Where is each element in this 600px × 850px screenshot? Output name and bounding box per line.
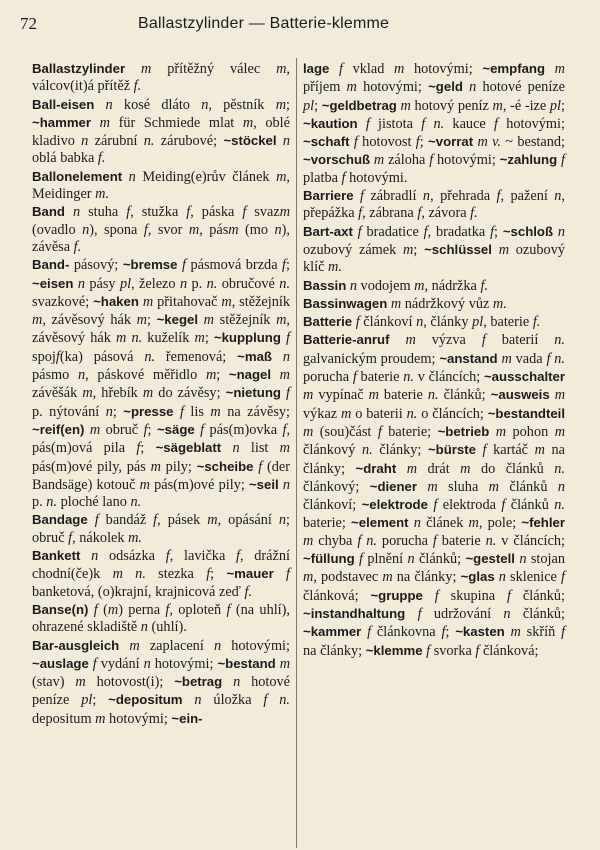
page-header (20, 14, 572, 40)
dictionary-entry: Bar-ausgleich m zaplacení n hotovými; ~auslage f vydání n hotovými; ~bestand m (stav) m hotovost(i); ~betrag n hotové peníze pl; ~depositum n úložka f n. depositum m hotovými; ~ein- (32, 637, 291, 727)
dictionary-entry: Ball-eisen n kosé dláto n, pěstník m; ~hammer m für Schmiede mlat m, oblé kladivo n zárubní n. zárubové; ~stöckel n oblá babka f. (32, 96, 291, 167)
dictionary-entry: Bankett n odsázka f, lavička f, drážní chodní(če)k m n. stezka f; ~mauer f banketová, (o)krajní, krajnicová zeď f. (32, 548, 290, 600)
dictionary-entry: Ballonelement n Meiding(e)rův článek m, Meidinger m. (32, 168, 290, 203)
dictionary-entry: Band- pásový; ~bremse f pásmová brzda f; ~eisen n pásy pl, železo n p. n. obručové n. svazkové; ~haken m přitahovač m, stěžejník m, závěsový hák m; ~kegel m stěžejník m, závěsový hák m n. kuželík m; ~kupplung f spojf(ka) pásová n. řemenová; ~maß n pásmo n, páskové měřidlo m; ~nagel m závěšák m, hřebík m do závěsy; ~nietung f p. nýtování n; ~presse f lis m na závěsy; ~reif(en) m obruč f; ~säge f pás(m)ovka f, pás(m)ová pila f; ~sägeblatt n list m pás(m)ové pily, pás m pily; ~scheibe f (der Bandsäge) kotouč m pás(m)ové pily; ~seil n p. n. ploché lano n. (32, 257, 291, 511)
dictionary-entry: Batterie-anruf m výzva f baterií n. galvanickým proudem; ~anstand m vada f n. porucha f baterie n. v článcích; ~ausschalter m vypínač m baterie n. článků; ~ausweis m výkaz m o baterii n. o článcích; ~bestandteil m (sou)část f baterie; ~betrieb m pohon m článkový n. články; ~bürste f kartáč m na články; ~draht m drát m do článků n. článkový; ~diener m sluha m článků n článkoví; ~elektrode f elektroda f článků n. baterie; ~element n článek m, pole; ~fehler m chyba f n. porucha f baterie n. v článcích; ~füllung f plnění n článků; ~gestell n stojan m, podstavec m na články; ~glas n sklenice f článková; ~gruppe f skupina f článků; ~instandhaltung f udržování n článků; ~kammer f článkovna f; ~kasten m skříň f na články; ~klemme f svorka f článková; (303, 332, 566, 659)
dictionary-entry: Ballastzylinder m přítěžný válec m, válcov(it)á přítěž f. (32, 61, 290, 95)
dictionary-entry: Barriere f zábradlí n, přehrada f, pažení n, přepážka f, zábrana f, závora f. (303, 188, 565, 222)
page-number: 72 (20, 14, 37, 33)
column-divider (296, 58, 297, 848)
dictionary-entry: lage f vklad m hotovými; ~empfang m příjem m hotovými; ~geld n hotové peníze pl; ~geldbetrag m hotový peníz m, -é -ize pl; ~kaution f jistota f n. kauce f hotovými; ~schaft f hotovost f; ~vorrat m v. ~ bestand; ~vorschuß m záloha f hotovými; ~zahlung f platba f hotovými. (303, 61, 566, 186)
dictionary-entry: Bassin n vodojem m, nádržka f. (303, 277, 489, 294)
left-column (32, 60, 290, 728)
dictionary-entry: Batterie f článkoví n, články pl, baterie f. (303, 314, 541, 331)
dictionary-entry: Bandage f bandáž f, pásek m, opásání n; obruč f, nákolek m. (32, 512, 290, 546)
dictionary-entry: Band n stuha f, stužka f, páska f svazm (ovadlo n), spona f, svor m, pásm (mo n), závěsa f. (32, 204, 291, 255)
dictionary-entry: Bassinwagen m nádržkový vůz m. (303, 295, 507, 312)
dictionary-entry: Banse(n) f (m) perna f, oploteň f (na uhlí), ohrazené skladiště n (uhlí). (32, 601, 290, 636)
running-title: Ballastzylinder — Batterie-klemme (138, 15, 390, 32)
right-column (303, 60, 565, 660)
dictionary-entry: Bart-axt f bradatice f, bradatka f; ~schloß n ozubový zámek m; ~schlüssel m ozubový klíč m. (303, 223, 566, 276)
